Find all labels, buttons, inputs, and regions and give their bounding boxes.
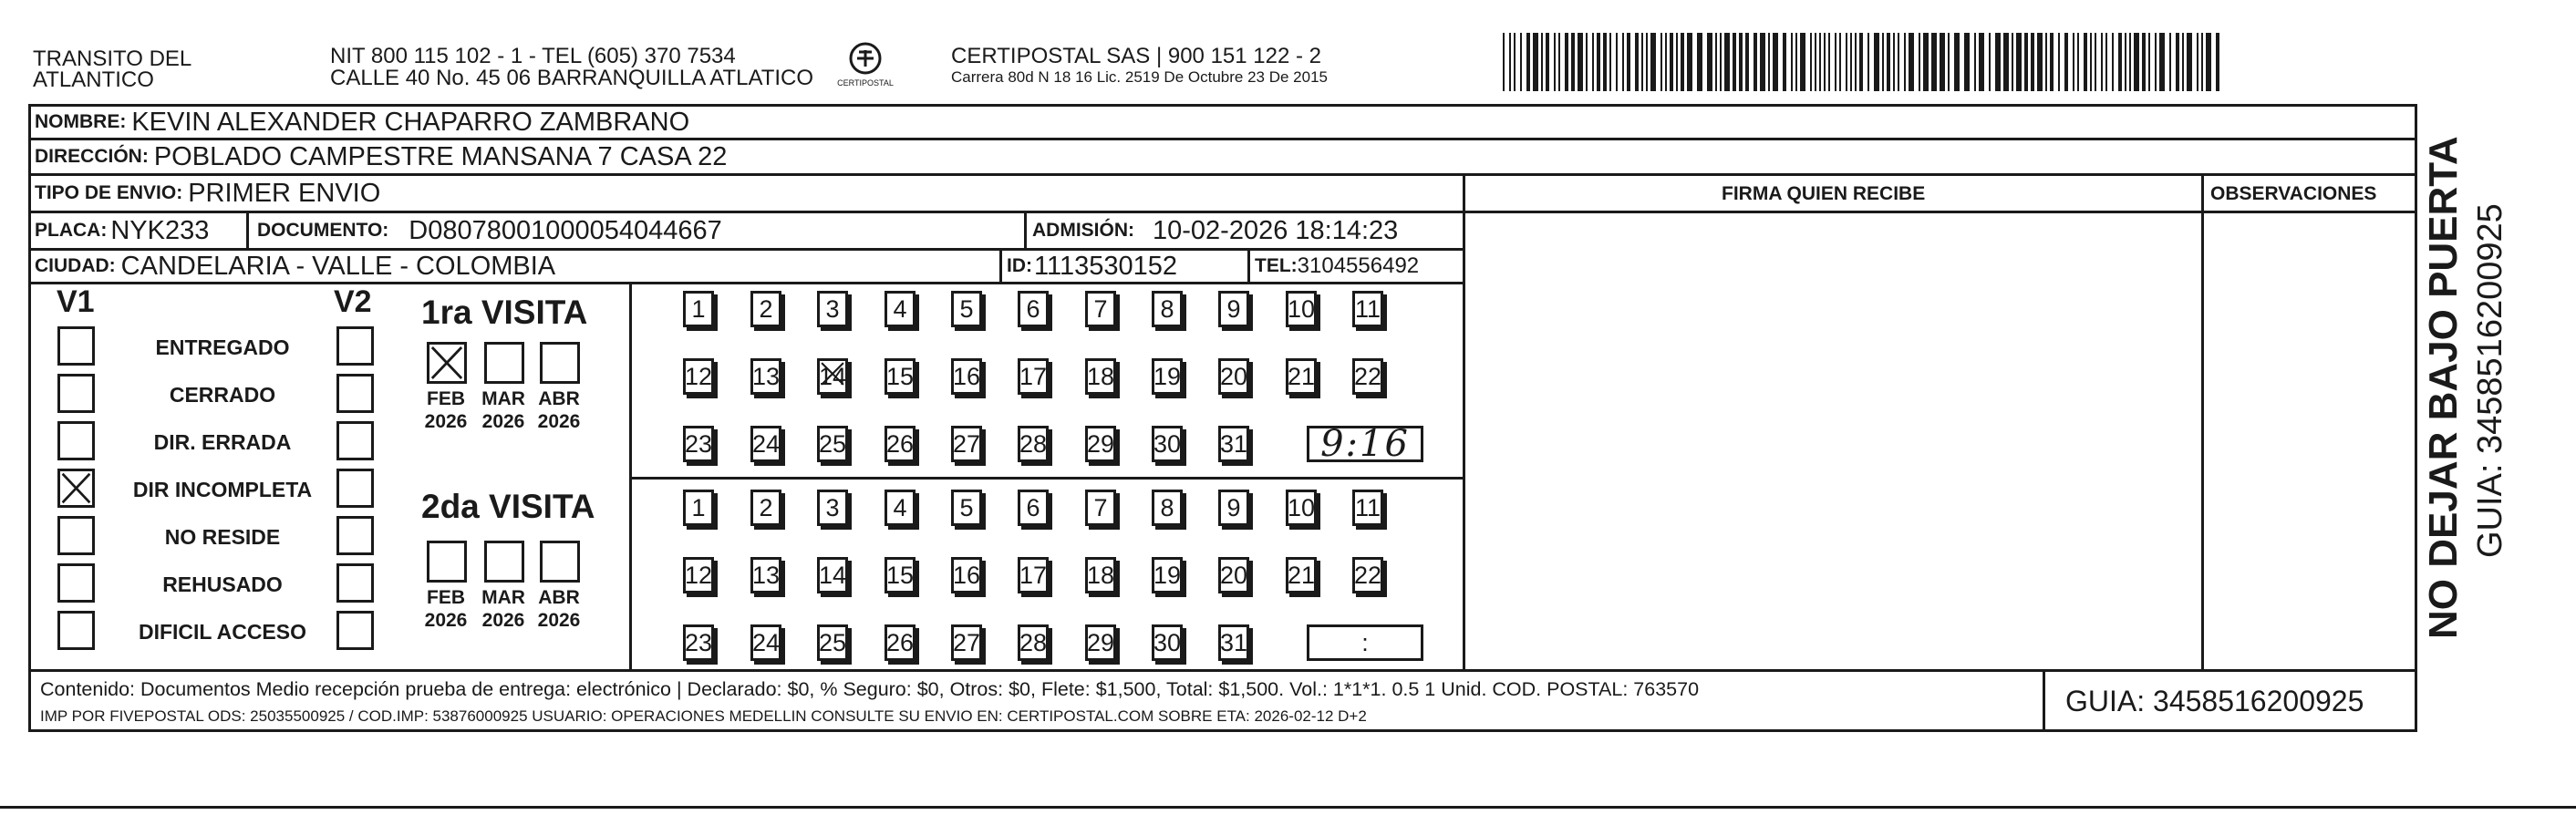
- month-label: FEB 2026: [424, 388, 468, 433]
- day-box[interactable]: 24: [750, 426, 781, 462]
- day-box[interactable]: 5: [951, 490, 982, 526]
- v1-checkbox[interactable]: [57, 563, 95, 603]
- visit-time-box[interactable]: :: [1307, 624, 1423, 661]
- v2-checkbox[interactable]: [336, 516, 374, 555]
- nombre-label: NOMBRE:: [35, 111, 127, 132]
- day-box[interactable]: 31: [1218, 426, 1249, 462]
- day-box[interactable]: 3: [817, 291, 848, 327]
- direccion-row: [35, 140, 727, 173]
- month-checkbox-mar[interactable]: [484, 541, 524, 583]
- day-box[interactable]: 16: [951, 358, 982, 395]
- day-box[interactable]: 26: [885, 426, 916, 462]
- month-label: ABR 2026: [537, 388, 581, 433]
- day-box[interactable]: 20: [1218, 557, 1249, 593]
- agency-name-line2: ATLANTICO: [33, 67, 154, 92]
- courier-address: Carrera 80d N 18 16 Lic. 2519 De Octubre 23 De 2015: [951, 68, 1328, 86]
- day-box[interactable]: 26: [885, 624, 916, 661]
- documento-value: D08078001000054044667: [409, 215, 722, 245]
- day-box[interactable]: 1: [683, 490, 714, 526]
- v2-checkbox[interactable]: [336, 611, 374, 650]
- ciudad-cell: [35, 251, 555, 282]
- v1-checkbox[interactable]: [57, 326, 95, 366]
- direccion-value: POBLADO CAMPESTRE MANSANA 7 CASA 22: [153, 141, 728, 171]
- day-box[interactable]: 9: [1218, 291, 1249, 327]
- day-box[interactable]: 19: [1152, 557, 1183, 593]
- ciudad-label: CIUDAD:: [35, 255, 116, 276]
- status-option-label: ENTREGADO: [155, 335, 290, 359]
- day-box[interactable]: 6: [1018, 291, 1049, 327]
- day-box[interactable]: 2: [750, 291, 781, 327]
- day-box[interactable]: 31: [1218, 624, 1249, 661]
- v2-checkbox[interactable]: [336, 421, 374, 460]
- v2-header: V2: [334, 284, 372, 319]
- day-box[interactable]: 27: [951, 624, 982, 661]
- certipostal-logo: [837, 40, 894, 95]
- day-box[interactable]: 15: [885, 557, 916, 593]
- v1-checkbox[interactable]: [57, 421, 95, 460]
- day-box[interactable]: 10: [1286, 291, 1317, 327]
- day-mark: [820, 361, 845, 392]
- month-label: ABR 2026: [537, 587, 581, 632]
- placa-cell: [35, 213, 209, 248]
- month-label: MAR 2026: [481, 587, 525, 632]
- day-box[interactable]: 7: [1085, 490, 1116, 526]
- day-box[interactable]: 17: [1018, 557, 1049, 593]
- day-box[interactable]: 22: [1352, 358, 1383, 395]
- day-box[interactable]: 12: [683, 358, 714, 395]
- observaciones-header: OBSERVACIONES: [2210, 183, 2377, 204]
- day-box[interactable]: 6: [1018, 490, 1049, 526]
- month-checkbox-abr[interactable]: [540, 541, 580, 583]
- day-box[interactable]: 11: [1352, 291, 1383, 327]
- day-box[interactable]: 13: [750, 358, 781, 395]
- day-box[interactable]: 9: [1218, 490, 1249, 526]
- imp-text: IMP POR FIVEPOSTAL ODS: 25035500925 / COD.IMP: 53876000925 USUARIO: OPERACIONES MEDELLIN CONSULTE SU ENVIO EN: CERTIPOSTAL.COM SOBRE ETA: 2026-02-12 D+2: [40, 707, 1367, 725]
- placa-label: PLACA:: [35, 220, 108, 241]
- status-option-label: DIFICIL ACCESO: [138, 620, 306, 644]
- day-box[interactable]: 25: [817, 426, 848, 462]
- tipo-envio-value: PRIMER ENVIO: [188, 178, 381, 208]
- nombre-value: KEVIN ALEXANDER CHAPARRO ZAMBRANO: [131, 107, 690, 137]
- day-box[interactable]: 14: [817, 358, 848, 395]
- day-box[interactable]: 14: [817, 557, 848, 593]
- day-box[interactable]: 24: [750, 624, 781, 661]
- visit-time-box[interactable]: 9:16: [1307, 426, 1423, 462]
- day-box[interactable]: 18: [1085, 557, 1116, 593]
- v2-checkbox[interactable]: [336, 374, 374, 413]
- day-box[interactable]: 30: [1152, 624, 1183, 661]
- month-checkbox-feb[interactable]: [427, 342, 467, 384]
- v2-checkbox[interactable]: [336, 469, 374, 508]
- side-guia: GUIA: 3458516200925: [2471, 203, 2509, 558]
- day-box[interactable]: 8: [1152, 490, 1183, 526]
- month-checkbox-mar[interactable]: [484, 342, 524, 384]
- day-box[interactable]: 23: [683, 624, 714, 661]
- tel-cell: [1255, 251, 1419, 282]
- agency-name-line1: TRANSITO DEL: [33, 46, 192, 71]
- v2-checkbox[interactable]: [336, 326, 374, 366]
- status-option-label: NO RESIDE: [164, 525, 281, 549]
- day-box[interactable]: 15: [885, 358, 916, 395]
- footer-guia: GUIA: 3458516200925: [2065, 685, 2364, 717]
- v1-checkbox[interactable]: [57, 374, 95, 413]
- day-box[interactable]: 21: [1286, 557, 1317, 593]
- contenido-text: Contenido: Documentos Medio recepción prueba de entrega: electrónico | Declarado: $0, % Seguro: $0, Otros: $0, Flete: $1,500, Total: $1,500. Vol.: 1*1*1. 0.5 1 Unid. COD. POSTAL: 763570: [40, 678, 1700, 700]
- day-box[interactable]: 13: [750, 557, 781, 593]
- day-box[interactable]: 29: [1085, 426, 1116, 462]
- firma-header: FIRMA QUIEN RECIBE: [1722, 183, 1926, 204]
- day-box[interactable]: 30: [1152, 426, 1183, 462]
- nombre-row: [35, 107, 689, 138]
- day-box[interactable]: 16: [951, 557, 982, 593]
- day-box[interactable]: 2: [750, 490, 781, 526]
- day-box[interactable]: 28: [1018, 624, 1049, 661]
- month-label: MAR 2026: [481, 388, 525, 433]
- agency-address: CALLE 40 No. 45 06 BARRANQUILLA ATLATICO: [330, 66, 814, 90]
- tel-label: TEL:: [1255, 255, 1298, 276]
- day-box[interactable]: 4: [885, 490, 916, 526]
- visit1-title: 1ra VISITA: [421, 294, 588, 331]
- day-box[interactable]: 17: [1018, 358, 1049, 395]
- tipo-envio-row: [35, 176, 380, 211]
- v1-checkbox[interactable]: [57, 611, 95, 650]
- day-box[interactable]: 25: [817, 624, 848, 661]
- status-option-label: CERRADO: [169, 383, 276, 407]
- barcode: [1503, 33, 2227, 91]
- day-box[interactable]: 12: [683, 557, 714, 593]
- day-box[interactable]: 7: [1085, 291, 1116, 327]
- day-box[interactable]: 3: [817, 490, 848, 526]
- status-option-label: DIR. ERRADA: [153, 430, 292, 454]
- tipo-envio-label: TIPO DE ENVIO:: [35, 182, 183, 203]
- ciudad-value: CANDELARIA - VALLE - COLOMBIA: [120, 251, 556, 281]
- status-option-label: DIR INCOMPLETA: [132, 478, 313, 501]
- day-box[interactable]: 11: [1352, 490, 1383, 526]
- direccion-label: DIRECCIÓN:: [35, 146, 149, 167]
- status-option-label: REHUSADO: [162, 573, 283, 596]
- day-box[interactable]: 18: [1085, 358, 1116, 395]
- day-box[interactable]: 19: [1152, 358, 1183, 395]
- documento-label: DOCUMENTO:: [257, 220, 389, 241]
- day-box[interactable]: 23: [683, 426, 714, 462]
- id-cell: [1007, 251, 1177, 282]
- id-label: ID:: [1007, 255, 1032, 276]
- day-box[interactable]: 5: [951, 291, 982, 327]
- tel-value: 3104556492: [1297, 253, 1420, 278]
- trim-line: [0, 806, 2576, 809]
- day-box[interactable]: 8: [1152, 291, 1183, 327]
- day-box[interactable]: 29: [1085, 624, 1116, 661]
- day-box[interactable]: 4: [885, 291, 916, 327]
- admision-label: ADMISIÓN:: [1032, 220, 1134, 241]
- placa-value: NYK233: [110, 215, 210, 245]
- v1-checkbox[interactable]: [57, 469, 95, 508]
- day-box[interactable]: 20: [1218, 358, 1249, 395]
- id-value: 1113530152: [1034, 251, 1177, 281]
- visit2-title: 2da VISITA: [421, 488, 595, 525]
- admision-value: 10-02-2026 18:14:23: [1153, 215, 1399, 245]
- no-dejar-warning: NO DEJAR BAJO PUERTA: [2421, 136, 2466, 639]
- admision-cell: [1032, 213, 1398, 248]
- v1-header: V1: [57, 284, 95, 319]
- month-checkbox-feb[interactable]: [427, 541, 467, 583]
- courier-name: CERTIPOSTAL SAS | 900 151 122 - 2: [951, 44, 1321, 68]
- month-checkbox-abr[interactable]: [540, 342, 580, 384]
- day-box[interactable]: 10: [1286, 490, 1317, 526]
- v2-checkbox[interactable]: [336, 563, 374, 603]
- day-box[interactable]: 1: [683, 291, 714, 327]
- day-box[interactable]: 28: [1018, 426, 1049, 462]
- month-label: FEB 2026: [424, 587, 468, 632]
- day-box[interactable]: 22: [1352, 557, 1383, 593]
- day-box[interactable]: 21: [1286, 358, 1317, 395]
- v1-checkbox[interactable]: [57, 516, 95, 555]
- day-box[interactable]: 27: [951, 426, 982, 462]
- documento-cell: [257, 213, 722, 248]
- svg-text:CERTIPOSTAL: CERTIPOSTAL: [837, 78, 894, 88]
- agency-nit: NIT 800 115 102 - 1 - TEL (605) 370 7534: [330, 44, 736, 68]
